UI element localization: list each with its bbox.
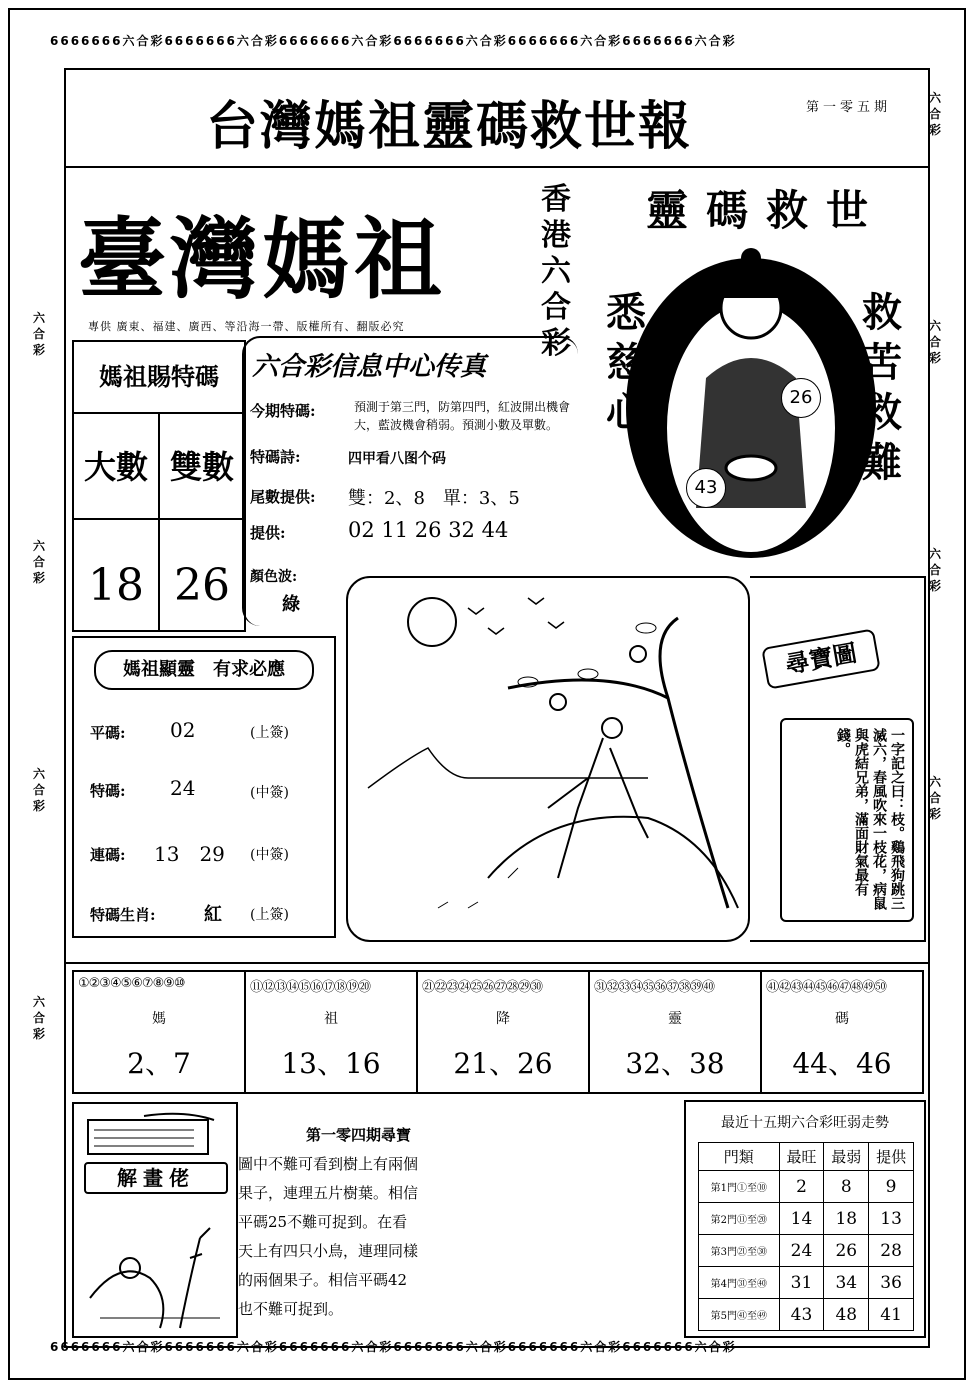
trend-door-label: 第4門㉛至㊵	[699, 1267, 780, 1299]
info-row1-value: 預測于第三門，防第四門，紅波開出機會大，藍波機會稍弱。預測小數及單數。	[354, 400, 571, 432]
trend-title: 最近十五期六合彩旺弱走勢	[721, 1115, 889, 1131]
door-5	[762, 972, 922, 1092]
info-row4-label: 提供:	[250, 524, 286, 542]
trend-door-label: 第2門⑪至⑳	[699, 1203, 780, 1235]
trend-min: 48	[824, 1299, 869, 1331]
response-row1-value: 02	[170, 718, 196, 742]
trend-provide: 41	[869, 1299, 914, 1331]
solution-logo: 解畫佬	[84, 1162, 228, 1194]
special-col2-label: 雙數	[169, 448, 234, 486]
top-border: 6666666六合彩6666666六合彩6666666六合彩6666666六合彩6666666六合彩6666666六合彩	[50, 34, 737, 48]
table-row	[699, 1171, 914, 1203]
response-row3-label: 連碼:	[90, 846, 126, 864]
buddha-number-a: 26	[781, 378, 821, 418]
door-3-balls: ㉑㉒㉓㉔㉕㉖㉗㉘㉙㉚	[422, 980, 543, 995]
door-5-balls: ㊶㊷㊸㊹㊺㊻㊼㊽㊾㊿	[766, 980, 887, 995]
info-row5-value: 綠	[282, 594, 300, 615]
distribution-note: 專供 廣東、福建、廣西、等沿海一帶、版權所有、翻版必究	[88, 320, 405, 333]
treasure-map-banner: 尋寶圖	[761, 628, 881, 689]
response-row4-label: 特碼生肖:	[90, 906, 156, 924]
special-code-box	[72, 340, 246, 632]
buddha-left-text: 悉慈心	[606, 289, 646, 436]
door-5-char: 碼	[835, 1011, 849, 1027]
treasure-map-box	[750, 576, 926, 942]
info-row1-label: 今期特碼:	[250, 402, 316, 420]
door-4-nums: 32、38	[625, 1047, 725, 1080]
newspaper-title: 台灣媽祖靈碼救世報	[206, 96, 693, 157]
special-col2-value: 26	[174, 560, 230, 611]
door-3-nums: 21、26	[453, 1047, 553, 1080]
newspaper-page	[8, 8, 966, 1380]
monk-drawing-icon	[80, 1198, 230, 1336]
door-2-nums: 13、16	[281, 1047, 381, 1080]
buddha-arc-text: 靈碼救世	[646, 186, 887, 235]
trend-table	[698, 1142, 914, 1331]
info-row3-value: 雙：2、8 單：3、5	[348, 488, 520, 509]
door-1-nums: 2、7	[127, 1047, 191, 1080]
book-hand-icon	[84, 1110, 224, 1160]
response-row4-value: 紅	[204, 904, 222, 925]
response-row2-value: 24	[170, 776, 196, 800]
trend-provide: 9	[869, 1171, 914, 1203]
info-center-title: 六合彩信息中心传真	[252, 352, 487, 382]
right-border-label-3: 六合彩	[928, 547, 941, 593]
door-4	[590, 972, 762, 1092]
response-row1-label: 平碼:	[90, 724, 126, 742]
trend-provide: 28	[869, 1235, 914, 1267]
trend-min: 18	[824, 1203, 869, 1235]
solution-illustration-box	[72, 1102, 238, 1338]
bottom-border: 6666666六合彩6666666六合彩6666666六合彩6666666六合彩6666666六合彩6666666六合彩	[50, 1340, 737, 1354]
treasure-poem: 一字記之曰：枝。鷄飛狗跳三滅六，春風吹來一枝花，病鼠與虎結兄弟，滿面財氣最有錢。	[835, 728, 905, 910]
divider-line	[66, 962, 928, 964]
content-frame	[64, 68, 930, 1348]
trend-header-row	[699, 1143, 914, 1171]
door-4-balls: ㉛㉜㉝㉞㉟㊱㊲㊳㊴㊵	[594, 980, 715, 995]
door-4-char: 靈	[668, 1011, 682, 1027]
info-row2-label: 特碼詩:	[250, 448, 301, 466]
left-border-label-4: 六合彩	[32, 995, 45, 1041]
trend-provide: 36	[869, 1267, 914, 1299]
info-row3-label: 尾數提供:	[250, 488, 316, 506]
left-border-label-3: 六合彩	[32, 767, 45, 813]
info-row2-value: 四甲看八图个码	[348, 451, 446, 467]
door-3-char: 降	[496, 1011, 510, 1027]
doors-strip	[72, 970, 924, 1094]
trend-max: 43	[779, 1299, 824, 1331]
special-code-hline	[74, 518, 244, 520]
table-row	[699, 1299, 914, 1331]
door-2-balls: ⑪⑫⑬⑭⑮⑯⑰⑱⑲⑳	[250, 980, 371, 995]
trend-header-cell: 門類	[699, 1143, 780, 1171]
response-row2-label: 特碼:	[90, 782, 126, 800]
right-border-label-2: 六合彩	[928, 319, 941, 365]
left-border	[28, 50, 50, 1338]
response-row1-note: (上簽)	[250, 725, 289, 741]
trend-min: 8	[824, 1171, 869, 1203]
big-title: 臺灣媽祖	[78, 207, 447, 311]
response-box	[72, 636, 336, 938]
buddha-number-b: 43	[686, 468, 726, 508]
trend-min: 34	[824, 1267, 869, 1299]
trend-header-cell: 提供	[869, 1143, 914, 1171]
right-border-label-4: 六合彩	[928, 775, 941, 821]
trend-provide: 13	[869, 1203, 914, 1235]
response-row4-note: (上簽)	[250, 907, 289, 923]
treasure-drawing	[346, 576, 750, 942]
trend-door-label: 第5門㊶至㊾	[699, 1299, 780, 1331]
info-row5-label: 顏色波:	[250, 569, 298, 585]
door-1-char: 媽	[152, 1011, 166, 1027]
special-col1-label: 大數	[83, 448, 148, 486]
trend-max: 2	[779, 1171, 824, 1203]
hk-lottery-label: 香港六合彩	[541, 182, 571, 361]
right-border-label-1: 六合彩	[928, 91, 941, 137]
special-code-banner: 媽祖賜特碼	[74, 342, 244, 414]
treasure-scroll	[780, 718, 914, 922]
buddha-illustration	[586, 178, 916, 558]
response-banner: 媽祖顯靈 有求必應	[94, 650, 314, 690]
trend-header-cell: 最旺	[779, 1143, 824, 1171]
trend-door-label: 第3門㉑至㉚	[699, 1235, 780, 1267]
trend-door-label: 第1門①至⑩	[699, 1171, 780, 1203]
special-col1-value: 18	[88, 560, 144, 611]
response-row3-note: (中簽)	[250, 847, 289, 863]
door-1-balls: ①②③④⑤⑥⑦⑧⑨⑩	[78, 976, 185, 991]
buddha-right-text: 救苦救難	[862, 289, 902, 486]
trend-header-cell: 最弱	[824, 1143, 869, 1171]
door-5-nums: 44、46	[792, 1047, 892, 1080]
door-1	[74, 972, 246, 1092]
info-row4-value: 02 11 26 32 44	[348, 518, 509, 542]
trend-min: 26	[824, 1235, 869, 1267]
header-bar	[66, 70, 928, 168]
door-3	[418, 972, 590, 1092]
trend-max: 14	[779, 1203, 824, 1235]
response-row2-note: (中簽)	[250, 785, 289, 801]
trend-max: 31	[779, 1267, 824, 1299]
scenery-drawing-icon	[348, 578, 748, 940]
table-row	[699, 1203, 914, 1235]
trend-max: 24	[779, 1235, 824, 1267]
solution-heading: 第一零四期尋寶	[306, 1126, 412, 1144]
issue-number: 第一零五期	[806, 100, 892, 115]
left-border-label-1: 六合彩	[32, 311, 45, 357]
table-row	[699, 1235, 914, 1267]
door-2	[246, 972, 418, 1092]
trend-box	[684, 1100, 926, 1338]
solution-text: 圖中不難可看到樹上有兩個果子，連理五片樹葉。相信平碼25不難可捉到。在看天上有四只小鳥，連理同樣的兩個果子。相信平碼42也不難可捉到。	[238, 1155, 419, 1318]
response-row3-value: 13 29	[154, 842, 225, 866]
door-2-char: 祖	[324, 1011, 338, 1027]
left-border-label-2: 六合彩	[32, 539, 45, 585]
table-row	[699, 1267, 914, 1299]
